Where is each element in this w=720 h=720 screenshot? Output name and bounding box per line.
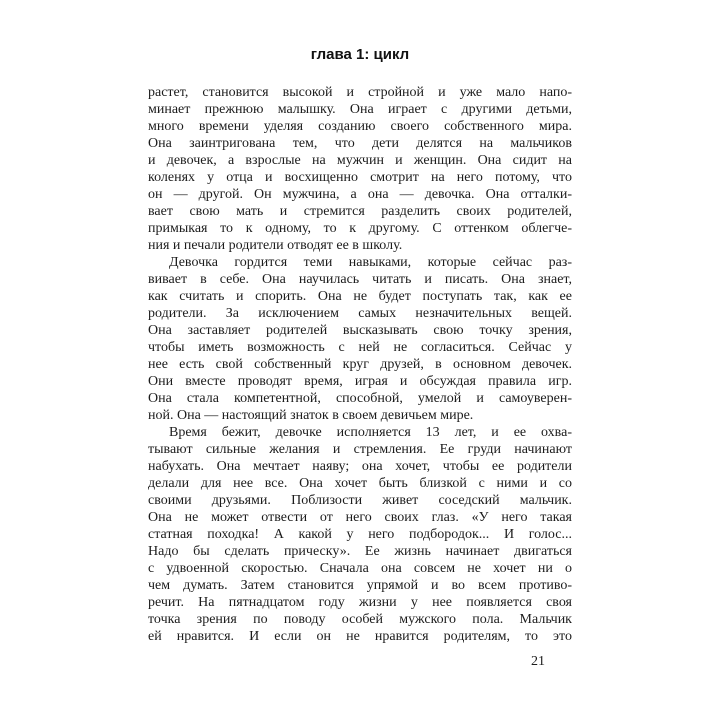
text-line: примыкая то к одному, то к другому. С оттенком облегче- — [148, 221, 572, 236]
chapter-header: глава 1: цикл — [310, 46, 410, 63]
text-line: делали для нее все. Она хочет быть близкой с ними и со — [148, 476, 572, 491]
page-number: 21 — [531, 654, 545, 669]
text-line: вает свою мать и стремится разделить своих родителей, — [148, 204, 572, 219]
text-line: чтобы иметь возможность с ней не согласиться. Сейчас у — [148, 340, 572, 355]
text-line: Она не может отвести от него своих глаз. «У него такая — [148, 510, 572, 525]
text-line: своими друзьями. Поблизости живет соседский мальчик. — [148, 493, 572, 508]
text-line: родители. За исключением самых незначительных вещей. — [148, 306, 572, 321]
text-line: точка зрения по поводу особей мужского пола. Мальчик — [148, 612, 572, 627]
text-line: Надо бы сделать прическу». Ее жизнь начинает двигаться — [148, 544, 572, 559]
text-line: как считать и спорить. Она не будет поступать так, как ее — [148, 289, 572, 304]
text-line: Она заставляет родителей высказывать свою точку зрения, — [148, 323, 572, 338]
text-line: растет, становится высокой и стройной и уже мало напо- — [148, 85, 572, 100]
text-line: Время бежит, девочке исполняется 13 лет, и ее охва- — [169, 425, 572, 440]
paragraph — [148, 424, 572, 645]
text-line: с удвоенной скоростью. Сначала она совсем не хочет ни о — [148, 561, 572, 576]
text-line: Девочка гордится теми навыками, которые сейчас раз- — [169, 255, 572, 270]
text-line: тывают сильные желания и стремления. Ее груди начинают — [148, 442, 572, 457]
text-line: ей нравится. И если он не нравится родителям, то это — [148, 629, 572, 644]
text-line: коленях у отца и восхищенно смотрит на него потому, что — [148, 170, 572, 185]
text-line: чем думать. Затем становится упрямой и во всем противо- — [148, 578, 572, 593]
text-line: минает прежнюю малышку. Она играет с другими детьми, — [148, 102, 572, 117]
text-line: Она стала компетентной, способной, умелой и самоуверен- — [148, 391, 572, 406]
text-line: набухать. Она мечтает наяву; она хочет, чтобы ее родители — [148, 459, 572, 474]
text-line: он — другой. Он мужчина, а она — девочка. Она отталки- — [148, 187, 572, 202]
text-block — [148, 84, 572, 645]
paragraph — [148, 254, 572, 424]
text-line: вивает в себе. Она научилась читать и писать. Она знает, — [148, 272, 572, 287]
text-line: нее есть свой собственный круг друзей, в основном девочек. — [148, 357, 572, 372]
text-line: ной. Она — настоящий знаток в своем девичьем мире. — [148, 408, 474, 423]
text-line: Она заинтригована тем, что дети делятся на мальчиков — [148, 136, 572, 151]
page-content — [148, 46, 572, 670]
text-line: много времени уделяя созданию своего собственного мира. — [148, 119, 572, 134]
text-line: статная походка! А какой у него подбородок... И голос... — [148, 527, 572, 542]
text-line: и девочек, а взрослые на мужчин и женщин. Она сидит на — [148, 153, 572, 168]
text-line: речит. На пятнадцатом году жизни у нее появляется своя — [148, 595, 572, 610]
text-line: ния и печали родители отводят ее в школу. — [148, 238, 403, 253]
paragraph — [148, 84, 572, 254]
text-line: Они вместе проводят время, играя и обсуждая правила игр. — [148, 374, 572, 389]
